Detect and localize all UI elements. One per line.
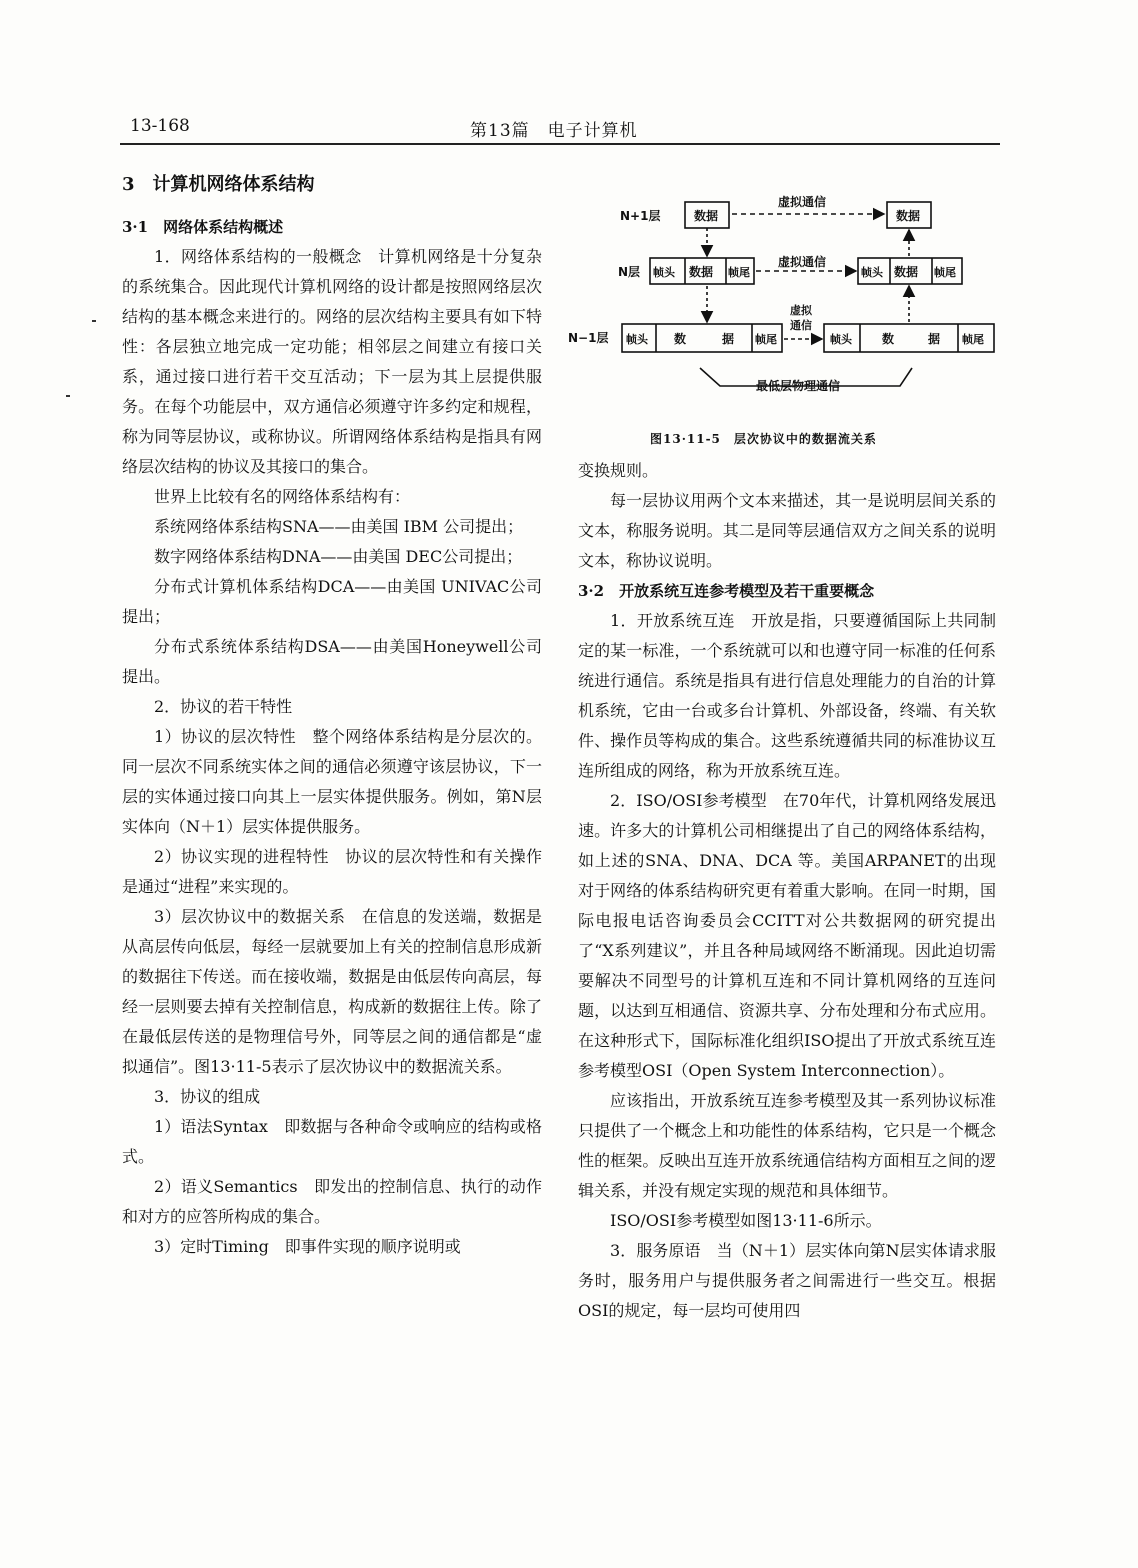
fig-text-frame-tail: 帧尾 (962, 333, 984, 346)
layer-label-n-minus-1: N−1层 (568, 331, 609, 345)
list-item: 数字网络体系结构DNA——由美国 DEC公司提出； (154, 547, 523, 566)
subsection-title: 3·1 网络体系结构概述 (122, 218, 284, 236)
paragraph: ISO/OSI参考模型如图13·11-6所示。 (610, 1211, 882, 1230)
fig-text-data: 数据 (896, 209, 921, 223)
page-header (130, 116, 994, 142)
paragraph-heading: 3．协议的组成 (154, 1087, 261, 1106)
paragraph: 1．开放系统互连 开放是指，只要遵循国际上共同制定的某一标准，一个系统就可以和也遵守同一标准的任何系统进行通信。系统是指具有进行信息处理能力的自治的计算机系统，它由一台或多台计算机、外部设备，终端、有关软件、操作员等构成的集合。这些系统遵循共同的标准协议互连所组成的网络，称为开放系统互连。 (578, 611, 996, 780)
paragraph: 3）层次协议中的数据关系 在信息的发送端，数据是从高层传向低层，每经一层就要加上有关的控制信息形成新的数据往下传送。而在接收端，数据是由低层传向高层，每经一层则要去掉有关控制信息，构成新的数据往上传。除了在最低层传送的是物理信号外，同等层之间的通信都是“虚拟通信”。图13·11-5表示了层次协议中的数据流关系。 (122, 907, 542, 1076)
fig-text-data-char: 据 (722, 332, 735, 346)
fig-text-frame-head: 帧头 (861, 266, 883, 279)
layer-label-n-plus-1: N+1层 (620, 209, 661, 223)
fig-text-data-char: 据 (928, 332, 941, 346)
paragraph-heading: 2．协议的若干特性 (154, 697, 293, 716)
paragraph: 1）协议的层次特性 整个网络体系结构是分层次的。同一层次不同系统实体之间的通信必须遵守该层协议，下一层的实体通过接口向其上一层实体提供服务。例如，第N层实体向（N＋1）层实体提供服务。 (122, 727, 542, 836)
layer-label-n: N层 (618, 265, 641, 279)
fig-text-frame-head: 帧头 (626, 333, 648, 346)
right-column (578, 456, 996, 1326)
data-flow-diagram (560, 190, 1000, 420)
paragraph: 世界上比较有名的网络体系结构有： (154, 487, 411, 506)
page-number: 13-168 (130, 116, 190, 136)
figure-caption: 图13·11-5 层次协议中的数据流关系 (650, 432, 877, 446)
paragraph: 1）语法Syntax 即数据与各种命令或响应的结构或格式。 (122, 1117, 542, 1166)
fig-virtual-comm-mid: 虚拟通信 (778, 255, 827, 269)
scan-speck (66, 395, 70, 397)
fig-comm-label: 通信 (790, 319, 812, 332)
header-rule (120, 143, 1000, 145)
list-item: 系统网络体系结构SNA——由美国 IBM 公司提出； (154, 517, 524, 536)
paragraph: 2）协议实现的进程特性 协议的层次特性和有关操作是通过“进程”来实现的。 (122, 847, 542, 896)
fig-physical-comm: 最低层物理通信 (756, 379, 841, 393)
fig-text-frame-head: 帧头 (830, 333, 852, 346)
fig-virtual-label: 虚拟 (790, 304, 812, 317)
fig-virtual-comm-top: 虚拟通信 (778, 195, 827, 209)
fig-text-frame-tail: 帧尾 (755, 333, 777, 346)
fig-text-data: 数据 (894, 265, 919, 279)
paragraph: 应该指出，开放系统互连参考模型及其一系列协议标准只提供了一个概念上和功能性的体系结构，它只是一个概念性的框架。反映出互连开放系统通信结构方面相互之间的逻辑关系，并没有规定实现的规范和具体细节。 (578, 1091, 996, 1200)
fig-text-data-char: 数 (882, 332, 895, 346)
fig-text-frame-head: 帧头 (653, 266, 675, 279)
paragraph: 1．网络体系结构的一般概念 计算机网络是十分复杂的系统集合。因此现代计算机网络的设计都是按照网络层次结构的基本概念来进行的。网络的层次结构主要具有如下特性：各层独立地完成一定功能；相邻层之间建立有接口关系，通过接口进行若干交互活动；下一层为其上层提供服务。在每个功能层中，双方通信必须遵守许多约定和规程，称为同等层协议，或称协议。所谓网络体系结构是指具有网络层次结构的协议及其接口的集合。 (122, 247, 542, 476)
scan-speck (92, 320, 96, 322)
fig-text-frame-tail: 帧尾 (728, 266, 750, 279)
paragraph: 变换规则。 (578, 461, 659, 480)
subsection-title: 3·2 开放系统互连参考模型及若干重要概念 (578, 582, 875, 600)
fig-text-data: 数据 (694, 209, 719, 223)
list-item: 分布式系统体系结构DSA——由美国Honeywell公司提出。 (122, 637, 542, 686)
list-item: 分布式计算机体系结构DCA——由美国 UNIVAC公司提出； (122, 577, 542, 626)
paragraph: 2．ISO/OSI参考模型 在70年代，计算机网络发展迅速。许多大的计算机公司相继提出了自己的网络体系结构，如上述的SNA、DNA、DCA 等。美国ARPANET的出现对于网络的体系结构研究更有着重大影响。在同一时期，国际电报电话咨询委员会CCITT对公共数据网的研究提出了“X系列建议”，并且各种局域网络不断涌现。因此迫切需要解决不同型号的计算机互连和不同计算机网络的互连问题，以达到互相通信、资源共享、分布处理和分布式应用。在这种形式下，国际标准化组织ISO提出了开放式系统互连参考模型OSI（Open System Interconnection）。 (578, 791, 996, 1080)
paragraph: 每一层协议用两个文本来描述，其一是说明层间关系的文本，称服务说明。其二是同等层通信双方之间关系的说明文本，称协议说明。 (578, 491, 996, 570)
paragraph: 3．服务原语 当（N＋1）层实体向第N层实体请求服务时，服务用户与提供服务者之间需进行一些交互。根据OSI的规定，每一层均可使用四 (578, 1241, 996, 1320)
paragraph: 2）语义Semantics 即发出的控制信息、执行的动作和对方的应答所构成的集合。 (122, 1177, 542, 1226)
fig-text-data-char: 数 (674, 332, 687, 346)
left-column (122, 170, 542, 1262)
fig-text-data: 数据 (689, 265, 714, 279)
fig-text-frame-tail: 帧尾 (934, 266, 956, 279)
paragraph: 3）定时Timing 即事件实现的顺序说明或 (154, 1237, 461, 1256)
part-title: 第13篇 电子计算机 (470, 121, 638, 141)
figure-data-flow (560, 190, 1000, 450)
section-title: 3 计算机网络体系结构 (122, 174, 315, 195)
